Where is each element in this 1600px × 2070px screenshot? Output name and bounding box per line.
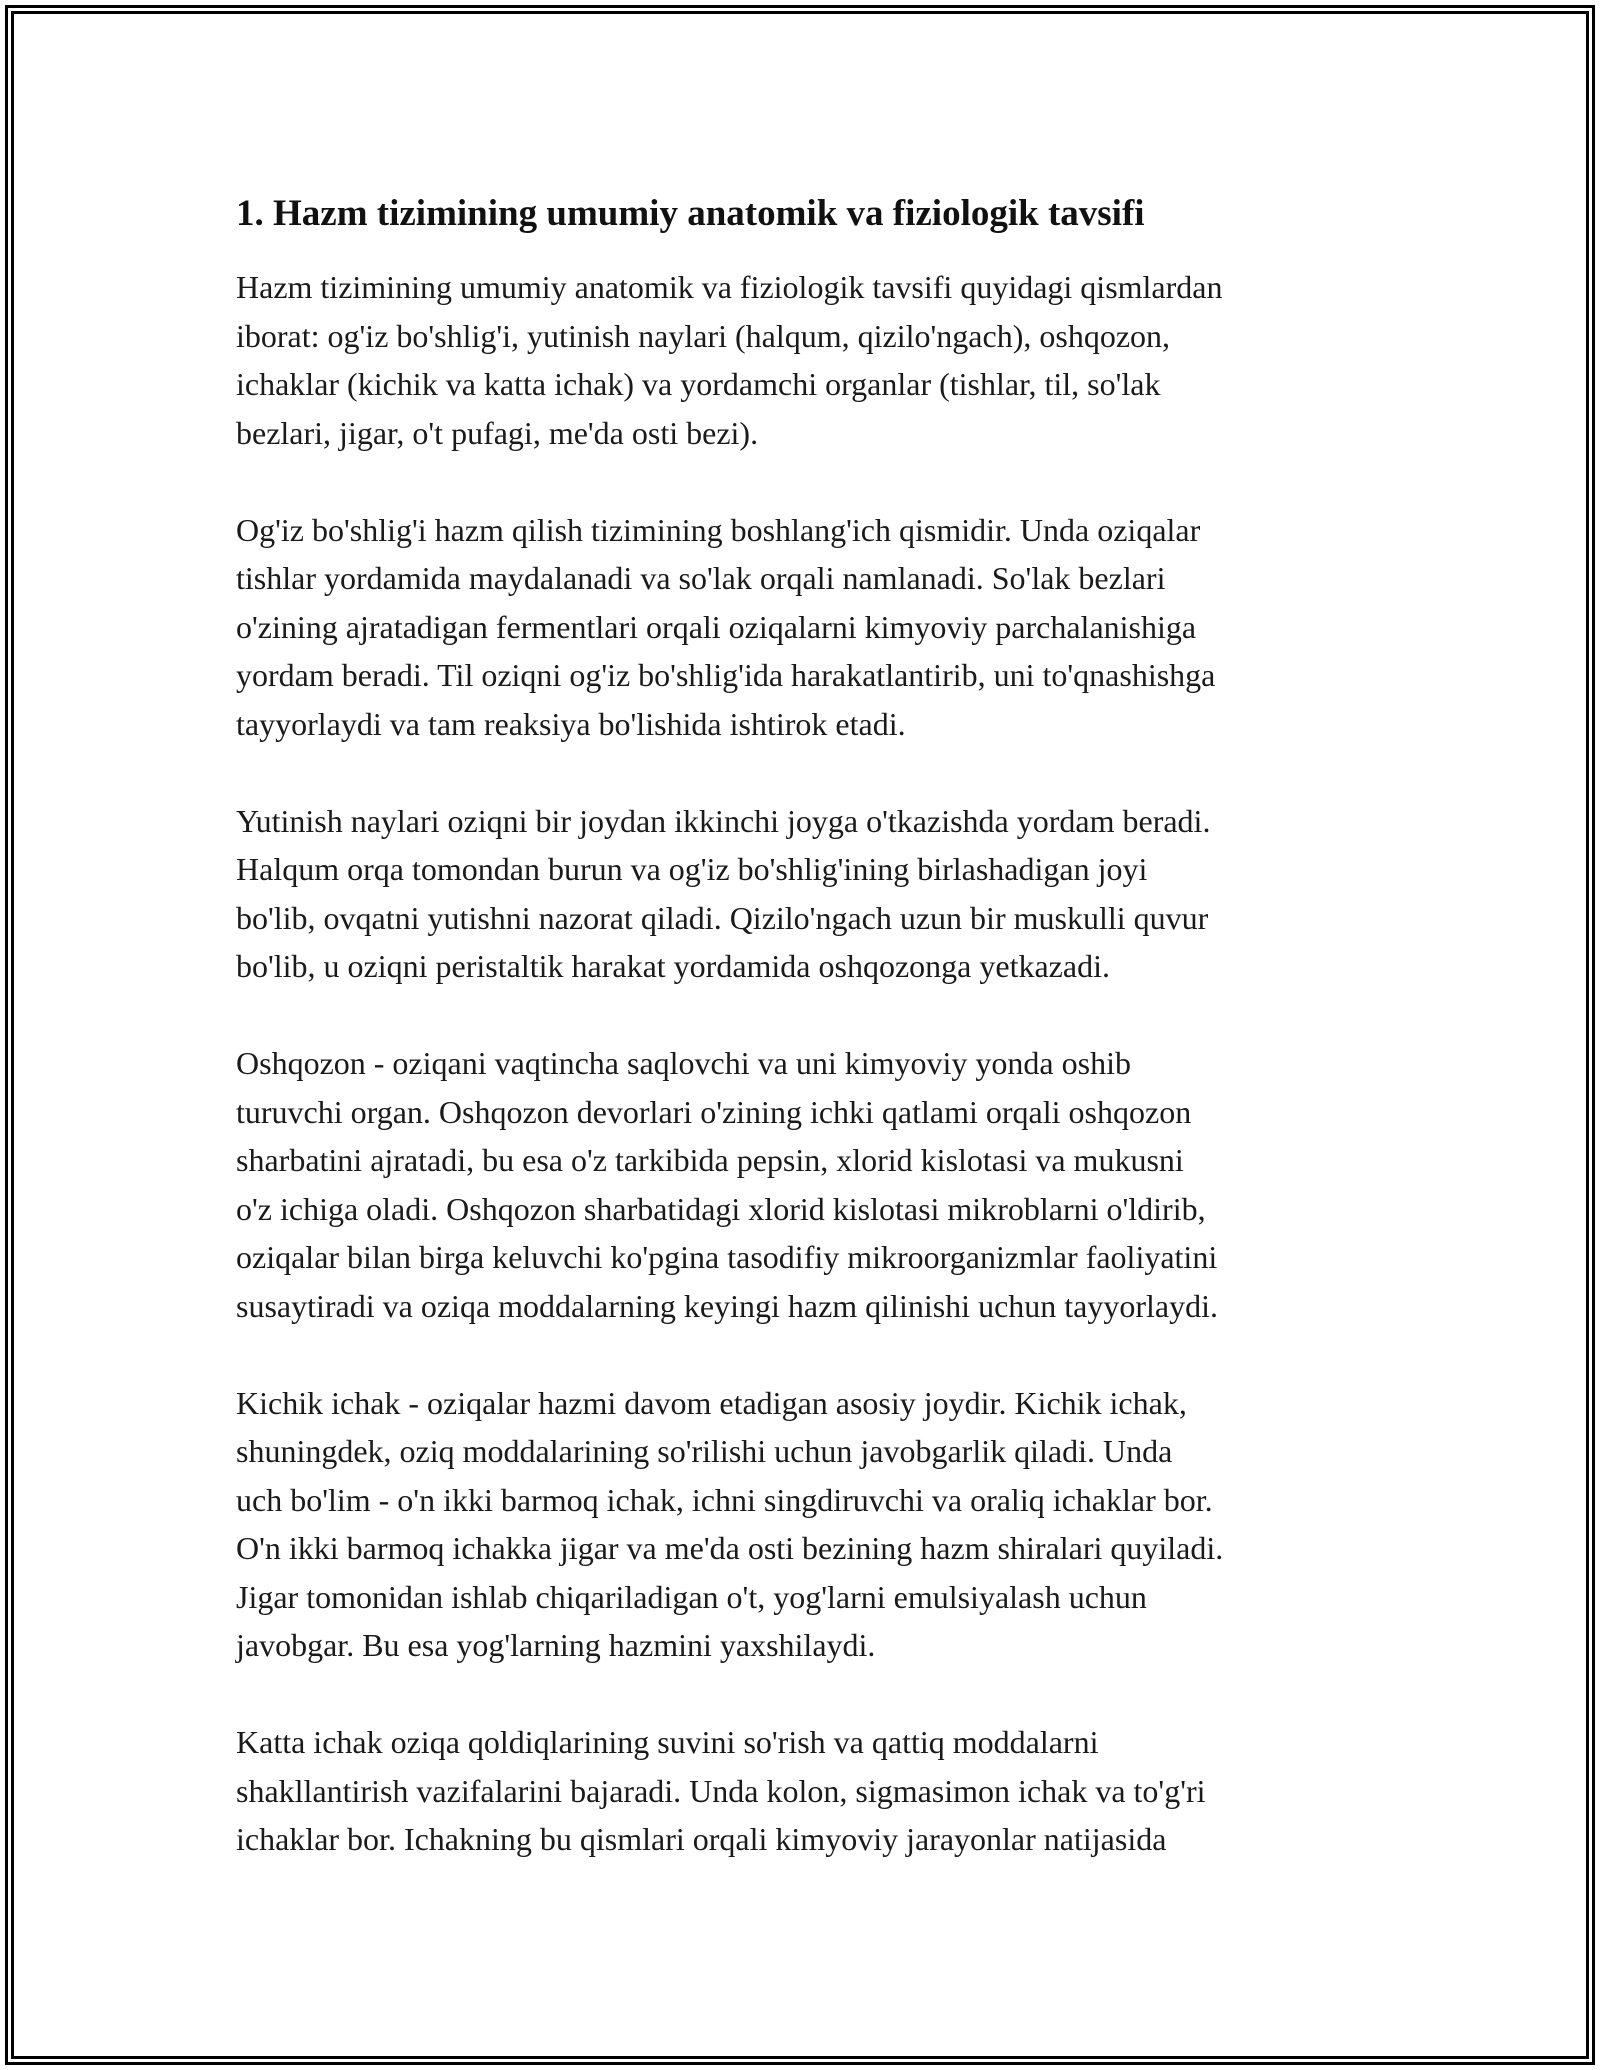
- text-line: O'n ikki barmoq ichakka jigar va me'da osti bezining hazm shiralari quyiladi.: [236, 1530, 1224, 1566]
- paragraph-swallowing-tubes: [236, 797, 1376, 991]
- text-line: tayyorlaydi va tam reaksiya bo'lishida ishtirok etadi.: [236, 705, 906, 742]
- text-line: Jigar tomonidan ishlab chiqariladigan o't, yog'larni emulsiyalash uchun: [236, 1578, 1147, 1615]
- text-line: bo'lib, ovqatni yutishni nazorat qiladi. Qizilo'ngach uzun bir muskulli quvur: [236, 899, 1209, 936]
- text-line: turuvchi organ. Oshqozon devorlari o'zining ichki qatlami orqali oshqozon: [236, 1093, 1192, 1130]
- text-line: uch bo'lim - o'n ikki barmoq ichak, ichni singdiruvchi va oraliq ichaklar bor.: [236, 1481, 1213, 1518]
- text-line: o'z ichiga oladi. Oshqozon sharbatidagi xlorid kislotasi mikroblarni o'ldirib,: [236, 1190, 1206, 1227]
- text-line: Yutinish naylari oziqni bir joydan ikkinchi joyga o'tkazishda yordam beradi.: [236, 802, 1211, 839]
- text-line: ichaklar (kichik va katta ichak) va yordamchi organlar (tishlar, til, so'lak: [236, 366, 1161, 402]
- paragraph-oral-cavity: [236, 506, 1376, 749]
- text-line: Katta ichak oziqa qoldiqlarining suvini so'rish va qattiq moddalarni: [236, 1724, 1099, 1760]
- document-body: [236, 185, 1376, 1912]
- text-line: ichaklar bor. Ichakning bu qismlari orqali kimyoviy jarayonlar natijasida: [236, 1821, 1167, 1857]
- paragraph-small-intestine: [236, 1379, 1376, 1670]
- paragraph-stomach: [236, 1039, 1376, 1330]
- text-line: Oshqozon - oziqani vaqtincha saqlovchi va uni kimyoviy yonda oshib: [236, 1045, 1131, 1081]
- paragraph-large-intestine: [236, 1718, 1376, 1864]
- text-line: iborat: og'iz bo'shlig'i, yutinish naylari (halqum, qizilo'ngach), oshqozon,: [236, 317, 1171, 354]
- text-line: bezlari, jigar, o't pufagi, me'da osti bezi).: [236, 414, 759, 451]
- text-line: shakllantirish vazifalarini bajaradi. Unda kolon, sigmasimon ichak va to'g'ri: [236, 1772, 1206, 1809]
- text-line: Hazm tizimining umumiy anatomik va fiziologik tavsifi quyidagi qismlardan: [236, 269, 1223, 305]
- text-line: bo'lib, u oziqni peristaltik harakat yordamida oshqozonga yetkazadi.: [236, 948, 1110, 984]
- text-line: yordam beradi. Til oziqni og'iz bo'shlig'ida harakatlantirib, uni to'qnashishga: [236, 657, 1216, 693]
- text-line: susaytiradi va oziqa moddalarning keyingi hazm qilinishi uchun tayyorlaydi.: [236, 1287, 1218, 1324]
- paragraph-overview: [236, 263, 1376, 457]
- text-line: Kichik ichak - oziqalar hazmi davom etadigan asosiy joydir. Kichik ichak,: [236, 1384, 1187, 1421]
- text-line: shuningdek, oziq moddalarining so'rilishi uchun javobgarlik qiladi. Unda: [236, 1433, 1173, 1469]
- text-line: Og'iz bo'shlig'i hazm qilish tizimining boshlang'ich qismidir. Unda oziqalar: [236, 511, 1201, 548]
- section-heading: 1. Hazm tizimining umumiy anatomik va fiziologik tavsifi: [236, 193, 1145, 234]
- text-line: oziqalar bilan birga keluvchi ko'pgina tasodifiy mikroorganizmlar faoliyatini: [236, 1239, 1218, 1275]
- text-line: javobgar. Bu esa yog'larning hazmini yaxshilaydi.: [236, 1627, 876, 1663]
- text-line: tishlar yordamida maydalanadi va so'lak orqali namlanadi. So'lak bezlari: [236, 560, 1166, 596]
- text-line: o'zining ajratadigan fermentlari orqali oziqalarni kimyoviy parchalanishiga: [236, 608, 1197, 645]
- text-line: Halqum orqa tomondan burun va og'iz bo'shlig'ining birlashadigan joyi: [236, 851, 1148, 887]
- text-line: sharbatini ajratadi, bu esa o'z tarkibida pepsin, xlorid kislotasi va mukusni: [236, 1142, 1184, 1178]
